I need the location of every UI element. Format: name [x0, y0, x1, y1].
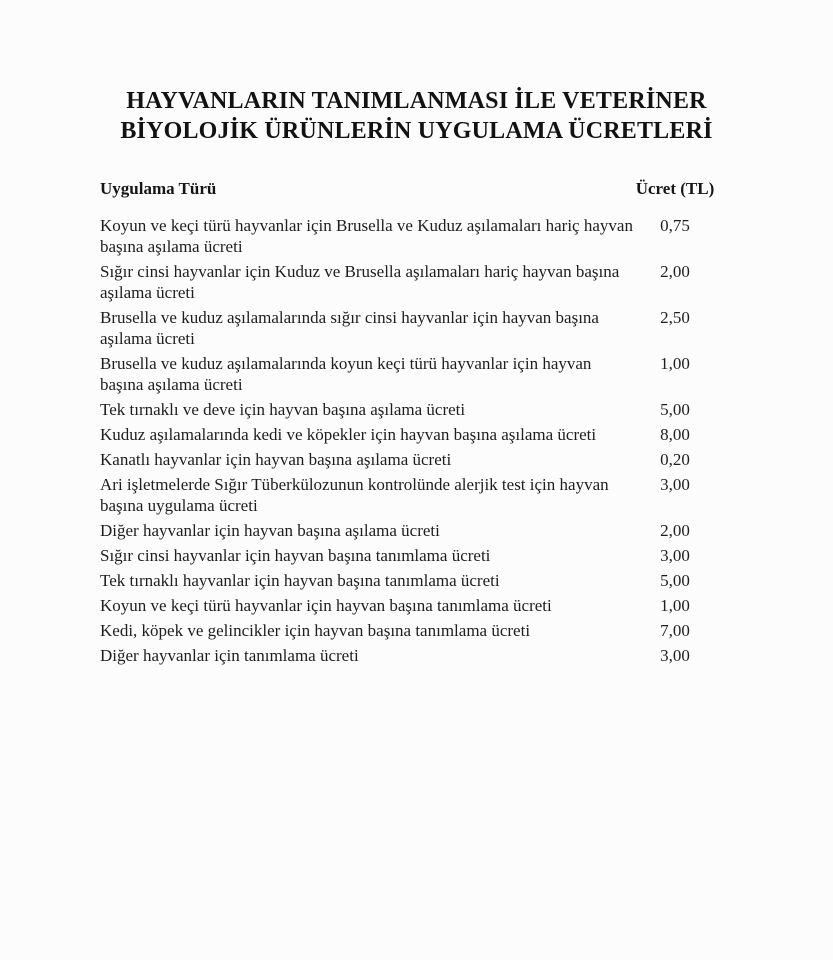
row-fee: 1,00	[660, 596, 690, 615]
row-label: Brusella ve kuduz aşılamalarında sığır cinsi hayvanlar için hayvan başına aşılama ücreti	[100, 308, 599, 348]
column-header-application-type: Uygulama Türü	[100, 179, 217, 198]
row-fee: 5,00	[660, 400, 690, 419]
table-row	[100, 307, 750, 349]
table-row	[100, 645, 750, 666]
row-fee: 5,00	[660, 571, 690, 590]
table-row	[100, 215, 750, 257]
row-label: Kuduz aşılamalarında kedi ve köpekler için hayvan başına aşılama ücreti	[100, 425, 597, 444]
table-row	[100, 353, 750, 395]
row-label: Tek tırnaklı hayvanlar için hayvan başına tanımlama ücreti	[100, 571, 500, 590]
column-header-fee: Ücret (TL)	[635, 179, 715, 198]
row-label: Kanatlı hayvanlar için hayvan başına aşılama ücreti	[100, 450, 452, 469]
row-label: Koyun ve keçi türü hayvanlar için hayvan başına tanımlama ücreti	[100, 596, 552, 615]
row-label: Sığır cinsi hayvanlar için Kuduz ve Brusella aşılamaları hariç hayvan başına aşılama ücreti	[100, 262, 620, 302]
table-row	[100, 261, 750, 303]
row-label: Diğer hayvanlar için hayvan başına aşılama ücreti	[100, 521, 440, 540]
row-fee: 1,00	[660, 354, 690, 373]
row-label: Ari işletmelerde Sığır Tüberkülozunun kontrolünde alerjik test için hayvan başına uygulama ücreti	[100, 475, 609, 515]
row-fee: 0,75	[660, 216, 690, 235]
row-label: Koyun ve keçi türü hayvanlar için Brusella ve Kuduz aşılamaları hariç hayvan başına aşılama ücreti	[100, 216, 633, 256]
table-row	[100, 545, 750, 566]
row-fee: 2,00	[660, 262, 690, 281]
row-fee: 3,00	[660, 475, 690, 494]
table-row	[100, 620, 750, 641]
table-header-row	[100, 178, 750, 199]
row-label: Kedi, köpek ve gelincikler için hayvan başına tanımlama ücreti	[100, 621, 531, 640]
table-row	[100, 520, 750, 541]
table-row	[100, 570, 750, 591]
title-line-1: HAYVANLARIN TANIMLANMASI İLE VETERİNER	[126, 88, 707, 114]
row-label: Sığır cinsi hayvanlar için hayvan başına tanımlama ücreti	[100, 546, 491, 565]
row-label: Tek tırnaklı ve deve için hayvan başına aşılama ücreti	[100, 400, 466, 419]
fee-table	[100, 178, 750, 666]
row-fee: 0,20	[660, 450, 690, 469]
row-label: Diğer hayvanlar için tanımlama ücreti	[100, 646, 359, 665]
table-row	[100, 424, 750, 445]
row-fee: 3,00	[660, 546, 690, 565]
row-fee: 8,00	[660, 425, 690, 444]
table-row	[100, 399, 750, 420]
document-title	[0, 86, 833, 146]
row-label: Brusella ve kuduz aşılamalarında koyun keçi türü hayvanlar için hayvan başına aşılama ücreti	[100, 354, 592, 394]
table-row	[100, 449, 750, 470]
table-row	[100, 474, 750, 516]
title-line-2: BİYOLOJİK ÜRÜNLERİN UYGULAMA ÜCRETLERİ	[120, 118, 713, 144]
table-row	[100, 595, 750, 616]
row-fee: 2,00	[660, 521, 690, 540]
row-fee: 3,00	[660, 646, 690, 665]
row-fee: 2,50	[660, 308, 690, 327]
row-fee: 7,00	[660, 621, 690, 640]
table-body	[100, 215, 750, 666]
